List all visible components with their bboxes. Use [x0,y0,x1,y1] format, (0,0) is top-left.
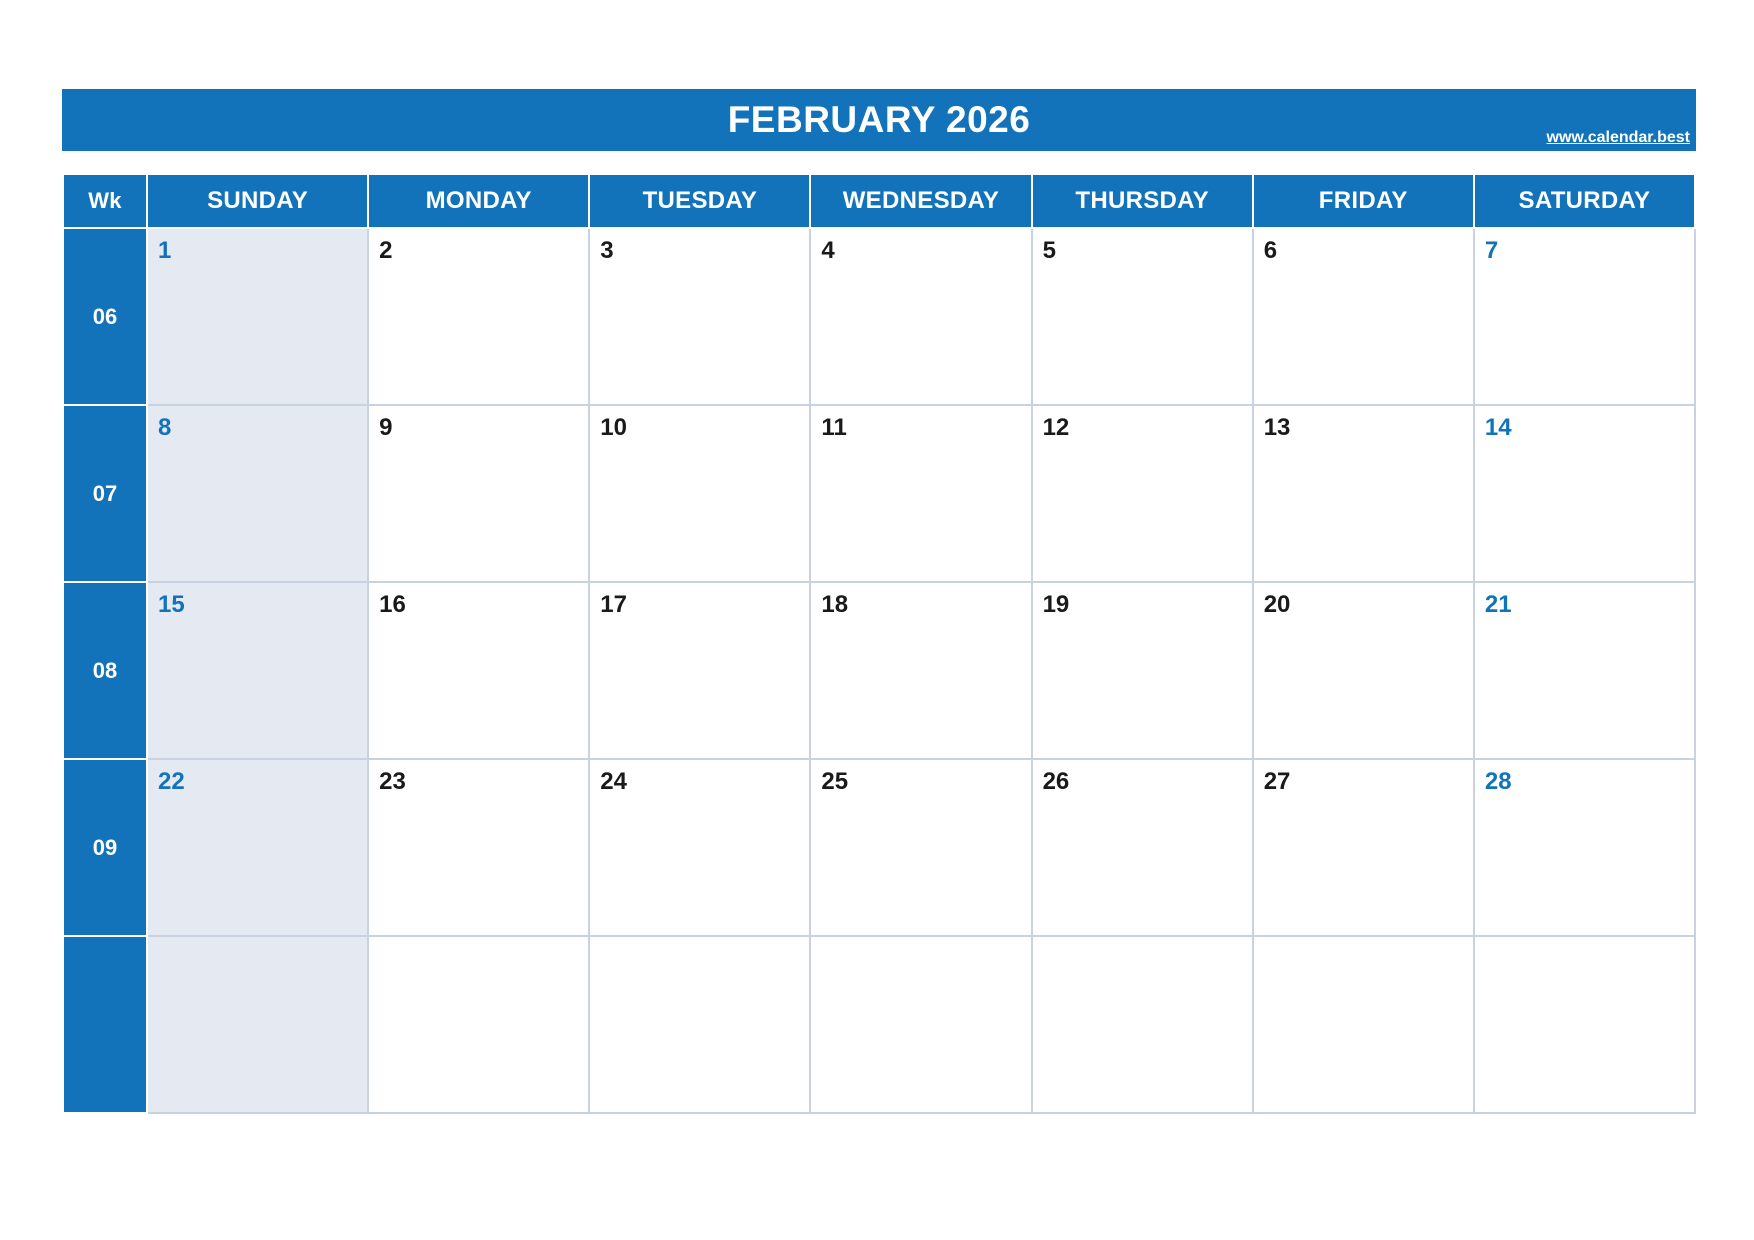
day-cell[interactable] [368,582,589,759]
day-cell[interactable] [1474,405,1695,582]
day-number: 15 [158,591,185,618]
day-cell[interactable] [368,936,589,1113]
week-number: 07 [63,405,147,582]
day-number: 2 [379,237,393,264]
column-header-thursday: THURSDAY [1032,174,1253,228]
day-number: 12 [1042,414,1070,441]
day-number: 21 [1484,591,1512,618]
calendar-week-row [63,936,1695,1113]
day-number: 13 [1263,414,1291,441]
calendar-grid [62,173,1696,1114]
column-header-sunday: SUNDAY [147,174,368,228]
day-number: 1 [158,237,172,264]
day-cell[interactable] [1253,936,1474,1113]
day-cell[interactable] [147,405,368,582]
day-cell[interactable] [147,582,368,759]
day-number: 8 [158,414,172,441]
week-number [63,936,147,1113]
day-cell[interactable] [589,582,810,759]
day-cell[interactable] [1032,405,1253,582]
day-cell[interactable] [810,936,1031,1113]
column-header-saturday: SATURDAY [1474,174,1695,228]
day-cell[interactable] [1032,582,1253,759]
day-number: 18 [821,591,849,618]
column-header-monday: MONDAY [368,174,589,228]
calendar-header-row [63,174,1695,228]
week-number: 06 [63,228,147,405]
day-cell[interactable] [368,759,589,936]
day-cell[interactable] [1032,936,1253,1113]
day-number: 26 [1042,768,1070,795]
day-cell[interactable] [368,405,589,582]
day-cell[interactable] [810,759,1031,936]
day-number: 9 [379,414,393,441]
day-number: 24 [600,768,627,795]
day-number: 6 [1263,237,1278,264]
day-cell[interactable] [1253,582,1474,759]
day-number: 11 [821,414,847,441]
day-number: 27 [1263,768,1291,795]
week-number: 09 [63,759,147,936]
day-cell[interactable] [1032,759,1253,936]
day-cell[interactable] [368,228,589,405]
page-title: FEBRUARY 2026 [727,99,1031,140]
day-cell[interactable] [147,936,368,1113]
day-number: 10 [600,414,627,441]
calendar-week-row [63,228,1695,405]
day-number: 20 [1263,591,1291,618]
day-number: 19 [1042,591,1070,618]
day-number: 14 [1484,414,1512,441]
day-number: 4 [821,237,835,264]
week-number: 08 [63,582,147,759]
day-cell[interactable] [147,228,368,405]
day-cell[interactable] [1253,228,1474,405]
column-header-tuesday: TUESDAY [589,174,810,228]
day-number: 22 [158,768,185,795]
day-cell[interactable] [1474,228,1695,405]
calendar-title-bar [62,89,1696,151]
day-cell[interactable] [1253,759,1474,936]
day-number: 3 [600,237,614,264]
day-number: 28 [1484,768,1512,795]
column-header-wednesday: WEDNESDAY [810,174,1031,228]
day-number: 17 [600,591,627,618]
day-cell[interactable] [1474,759,1695,936]
column-header-friday: FRIDAY [1253,174,1474,228]
day-cell[interactable] [1253,405,1474,582]
day-cell[interactable] [810,228,1031,405]
day-cell[interactable] [589,936,810,1113]
day-cell[interactable] [1474,936,1695,1113]
day-cell[interactable] [810,582,1031,759]
day-number: 16 [379,591,406,618]
day-cell[interactable] [810,405,1031,582]
monthly-calendar [62,89,1696,1114]
day-number: 5 [1042,237,1056,264]
day-cell[interactable] [589,405,810,582]
day-cell[interactable] [589,228,810,405]
day-number: 23 [379,768,406,795]
calendar-week-row [63,405,1695,582]
column-header-week: Wk [63,174,147,228]
website-link[interactable]: www.calendar.best [1546,129,1690,146]
day-cell[interactable] [589,759,810,936]
day-cell[interactable] [1474,582,1695,759]
day-number: 7 [1484,237,1499,264]
day-cell[interactable] [1032,228,1253,405]
calendar-week-row [63,582,1695,759]
day-number: 25 [821,768,849,795]
calendar-week-row [63,759,1695,936]
day-cell[interactable] [147,759,368,936]
